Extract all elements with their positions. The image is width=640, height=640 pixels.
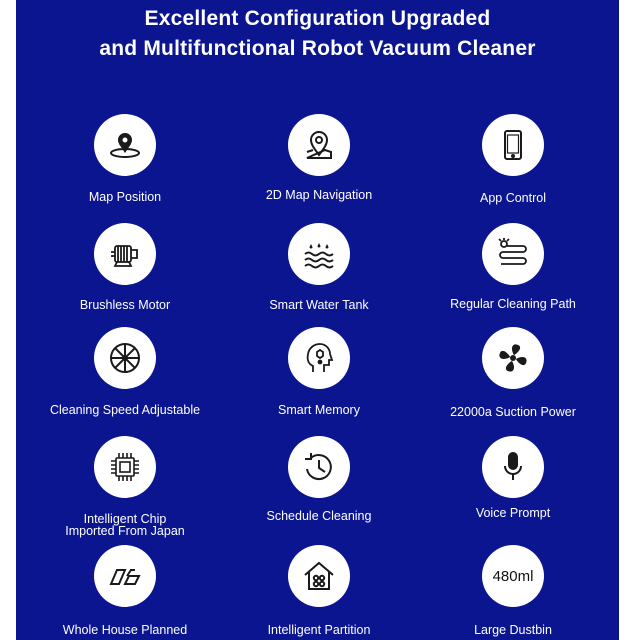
feature-label-large-dustbin: Large Dustbin: [474, 623, 552, 637]
page-title: [16, 4, 619, 64]
feature-label-intelligent-chip-line2: Imported From Japan: [65, 524, 185, 538]
feature-label-cleaning-speed-adjustable: Cleaning Speed Adjustable: [49, 403, 201, 417]
clock-icon: [288, 436, 350, 498]
zigzag-path-icon: [482, 223, 544, 285]
brush-wheel-icon: [94, 327, 156, 389]
dustbin-capacity-icon: [482, 545, 544, 607]
feature-label-map-position: Map Position: [88, 190, 162, 204]
water-waves-icon: [288, 223, 350, 285]
feature-label-suction-power: 22000a Suction Power: [450, 405, 576, 419]
title-line-1: Excellent Configuration Upgraded: [144, 7, 491, 30]
feature-panel: [16, 0, 619, 640]
dustbin-capacity-value: 480ml: [492, 567, 534, 585]
feature-label-brushless-motor: Brushless Motor: [79, 298, 171, 312]
microphone-icon: [482, 436, 544, 498]
feature-label-whole-house-planned: Whole House Planned: [62, 623, 188, 637]
motor-icon: [94, 223, 156, 285]
house-rooms-icon: [288, 545, 350, 607]
head-brain-icon: [288, 327, 350, 389]
feature-label-voice-prompt: Voice Prompt: [475, 506, 551, 520]
feature-label-app-control: App Control: [479, 191, 546, 205]
feature-label-smart-water-tank: Smart Water Tank: [269, 298, 369, 312]
map-pin-icon: [288, 114, 350, 176]
floor-plan-icon: [94, 545, 156, 607]
feature-label-intelligent-partition: Intelligent Partition: [267, 623, 371, 637]
chip-icon: [94, 436, 156, 498]
smartphone-icon: [482, 114, 544, 176]
feature-label-schedule-cleaning: Schedule Cleaning: [266, 509, 372, 523]
feature-label-smart-memory: Smart Memory: [278, 403, 360, 417]
title-line-2: and Multifunctional Robot Vacuum Cleaner: [99, 37, 536, 60]
feature-label-regular-cleaning-path: Regular Cleaning Path: [450, 297, 576, 311]
fan-icon: [482, 327, 544, 389]
feature-label-2d-map-navigation: 2D Map Navigation: [265, 188, 373, 202]
map-position-icon: [94, 114, 156, 176]
feature-label-intelligent-chip-line1: Intelligent Chip: [83, 512, 167, 526]
